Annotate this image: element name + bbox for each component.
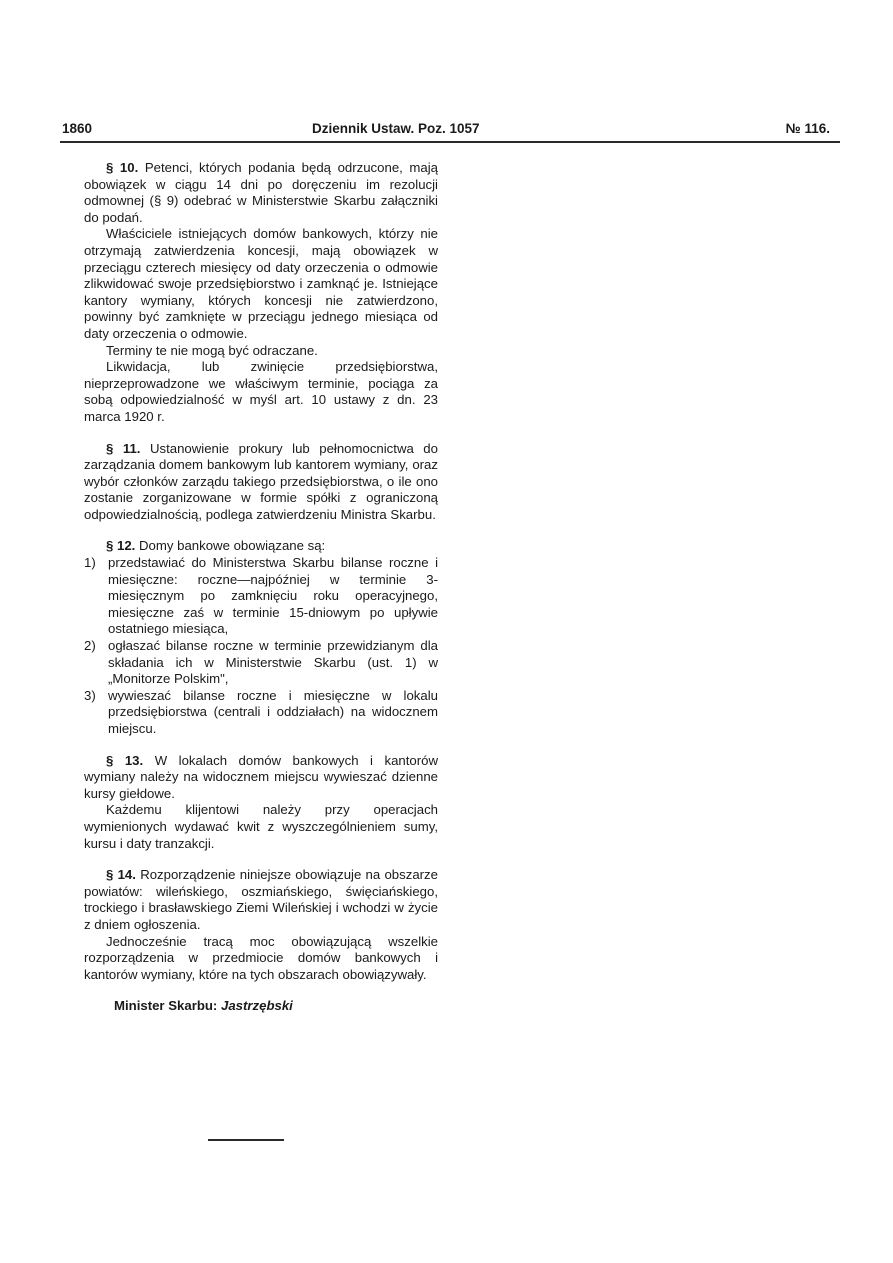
- spacer: [84, 852, 438, 867]
- section-10-paragraph-4: Likwidacja, lub zwinięcie przedsiębiorstwa, nieprzeprowadzone we właściwym terminie, pociąga za sobą odpowiedzialność w myśl art. 10 ustawy z dn. 23 marca 1920 r.: [84, 359, 438, 424]
- section-14-paragraph-2: Jednocześnie tracą moc obowiązującą wszelkie rozporządzenia w przedmiocie domów bankowych i kantorów wymiany, które na tych obszarach obowiązywały.: [84, 933, 438, 982]
- section-10: [84, 160, 438, 426]
- header-rule: [60, 141, 840, 143]
- list-item-number: 2): [84, 638, 96, 654]
- signature-title: Minister Skarbu:: [114, 998, 218, 1014]
- section-12-label: § 12.: [106, 538, 136, 554]
- section-12-intro: [84, 538, 438, 555]
- section-13-paragraph-1: [84, 753, 438, 803]
- page-number: 1860: [62, 121, 93, 136]
- page-header: [62, 121, 830, 139]
- section-10-paragraph-3: Terminy te nie mogą być odraczane.: [106, 342, 318, 358]
- list-item-text: przedstawiać do Ministerstwa Skarbu bilanse roczne i miesięczne: roczne—najpóźniej w terminie 3-miesięcznym po zamknięciu roku operacyjnego, miesięczne zaś w terminie 15-dniowym po upływie ostatniego miesiąca,: [108, 555, 438, 637]
- spacer: [84, 738, 438, 753]
- section-10-label: § 10.: [106, 160, 139, 175]
- section-12: [84, 538, 438, 737]
- list-item: [84, 555, 438, 638]
- signature-name: Jastrzębski: [221, 998, 293, 1014]
- section-14-text-1: Rozporządzenie niniejsze obowiązuje na obszarze powiatów: wileńskiego, oszmiańskiego, święciańskiego, trockiego i brasławskiego Ziemi Wileńskiej i wchodzi w życie z dniem ogłoszenia.: [84, 867, 438, 932]
- spacer: [84, 426, 438, 441]
- list-item-text: wywieszać bilanse roczne i miesięczne w lokalu przedsiębiorstwa (centrali i oddziałach) na widocznem miejscu.: [108, 687, 438, 736]
- list-item-number: 1): [84, 555, 96, 571]
- section-11: [84, 441, 438, 524]
- list-item-text: ogłaszać bilanse roczne w terminie przewidzianym dla składania ich w Ministerstwie Skarbu (ust. 1) w „Monitorze Polskim",: [108, 638, 438, 687]
- section-14: [84, 867, 438, 983]
- section-14-paragraph-1: [84, 867, 438, 933]
- journal-title: Dziennik Ustaw. Poz. 1057: [312, 121, 480, 136]
- section-12-list: [84, 555, 438, 738]
- section-12-intro-text: Domy bankowe obowiązane są:: [139, 538, 326, 554]
- section-10-text-1: Petenci, których podania będą odrzucone, mają obowiązek w ciągu 14 dni po doręczeniu im rezolucji odmownej (§ 9) odebrać w Ministerstwie Skarbu załączniki do podań.: [84, 160, 438, 225]
- list-item-number: 3): [84, 687, 96, 703]
- closing-rule: [208, 1139, 284, 1141]
- section-11-paragraph-1: [84, 441, 438, 524]
- section-14-label: § 14.: [106, 867, 136, 883]
- section-13-text-1: W lokalach domów bankowych i kantorów wymiany należy na widocznem miejscu wywieszać dzienne kursy giełdowe.: [84, 752, 438, 801]
- section-10-paragraph-2: Właściciele istniejących domów bankowych, którzy nie otrzymają zatwierdzenia koncesji, mają obowiązek w przeciągu czterech miesięcy od daty orzeczenia o odmowie zlikwidować swoje przedsiębiorstwo i zamknąć je. Istniejące kantory wymiany, których koncesji nie zatwierdzono, powinny być zamknięte w przeciągu jednego miesiąca od daty orzeczenia o odmowie.: [84, 226, 438, 341]
- section-13-label: § 13.: [106, 752, 144, 768]
- section-10-paragraph-1: [84, 160, 438, 226]
- section-13-paragraph-2: Każdemu klijentowi należy przy operacjach wymienionych wydawać kwit z wyszczególnieniem sumy, kursu i daty tranzakcji.: [84, 802, 438, 851]
- section-13: [84, 753, 438, 853]
- list-item: [84, 688, 438, 738]
- signature: [84, 998, 438, 1015]
- issue-number: № 116.: [785, 121, 830, 136]
- section-11-label: § 11.: [106, 440, 141, 456]
- spacer: [84, 983, 438, 998]
- spacer: [84, 523, 438, 538]
- section-11-text-1: Ustanowienie prokury lub pełnomocnictwa do zarządzania domem bankowym lub kantorem wymiany, oraz wybór członków zarządu takiego przedsiębiorstwa, o ile ono zostanie zorganizowane w formie spółki z ograniczoną odpowiedzialnością, podlega zatwierdzeniu Ministra Skarbu.: [84, 440, 438, 522]
- list-item: [84, 638, 438, 688]
- text-column: [84, 160, 438, 1015]
